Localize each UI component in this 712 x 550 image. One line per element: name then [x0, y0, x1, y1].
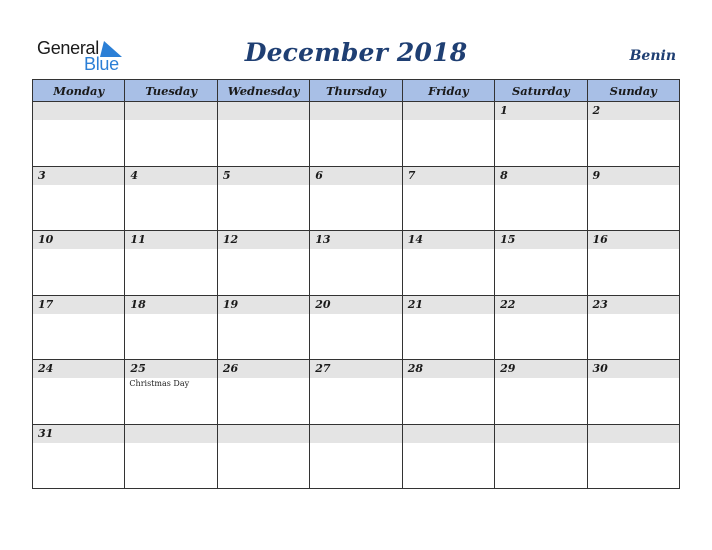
day-cell — [217, 231, 309, 296]
day-number: 12 — [222, 233, 239, 246]
day-cell — [33, 424, 125, 489]
week-row — [33, 231, 680, 296]
day-cell-header — [310, 167, 401, 185]
day-number: 7 — [407, 168, 416, 182]
day-cell — [125, 295, 217, 360]
day-cell-header — [125, 167, 216, 185]
day-cell-header — [310, 360, 401, 378]
week-row — [33, 166, 680, 231]
holiday-label: Christmas Day — [129, 379, 190, 388]
day-cell-header — [125, 102, 216, 120]
day-cell-header — [33, 167, 124, 185]
day-cell — [217, 166, 309, 231]
day-cell — [310, 102, 402, 167]
weekday-header: Wednesday — [217, 80, 309, 102]
day-cell-header — [588, 102, 679, 120]
day-cell — [125, 231, 217, 296]
day-number: 23 — [592, 297, 608, 311]
day-cell — [587, 295, 679, 360]
day-cell — [495, 166, 587, 231]
day-cell — [217, 102, 309, 167]
day-cell-header — [495, 102, 586, 120]
day-cell — [495, 360, 587, 425]
day-cell-header — [218, 231, 309, 249]
day-number: 31 — [38, 426, 54, 440]
day-cell-header — [125, 296, 216, 314]
day-cell — [402, 424, 494, 489]
day-number: 18 — [130, 297, 146, 311]
day-cell-header — [310, 102, 401, 120]
day-cell — [310, 360, 402, 425]
weekday-header: Tuesday — [125, 80, 217, 102]
day-cell — [587, 360, 679, 425]
day-number: 13 — [315, 233, 331, 246]
day-cell-header — [495, 167, 586, 185]
day-cell-header — [218, 425, 309, 443]
day-number: 30 — [592, 362, 608, 375]
week-row — [33, 424, 680, 489]
day-cell — [495, 295, 587, 360]
day-number: 19 — [222, 297, 239, 311]
day-cell-header — [218, 296, 309, 314]
day-cell-header — [310, 296, 401, 314]
day-cell — [495, 424, 587, 489]
day-cell — [587, 166, 679, 231]
day-cell — [495, 231, 587, 296]
day-cell — [402, 360, 494, 425]
day-cell — [495, 102, 587, 167]
day-number: 17 — [38, 297, 54, 311]
day-cell — [125, 102, 217, 167]
day-cell-header — [495, 296, 586, 314]
day-cell — [310, 166, 402, 231]
day-cell-header — [588, 360, 679, 378]
day-cell — [33, 102, 125, 167]
day-number: 22 — [500, 297, 516, 311]
day-cell — [33, 166, 125, 231]
day-cell — [217, 360, 309, 425]
day-cell-header — [125, 231, 216, 249]
calendar-title: December 2018 — [244, 38, 468, 67]
day-cell-header — [495, 360, 586, 378]
day-cell-header — [588, 167, 679, 185]
day-cell — [587, 424, 679, 489]
day-number: 14 — [407, 233, 423, 246]
logo-text-general: General — [37, 38, 99, 58]
week-row — [33, 360, 680, 425]
day-number: 1 — [500, 104, 508, 117]
day-cell-header — [33, 102, 124, 120]
day-cell — [217, 295, 309, 360]
day-number: 29 — [500, 362, 516, 375]
day-cell-header — [310, 231, 401, 249]
day-number: 20 — [315, 297, 331, 311]
day-number: 28 — [407, 362, 423, 375]
day-number: 16 — [592, 233, 608, 246]
day-cell-header — [33, 231, 124, 249]
day-cell-header — [33, 360, 124, 378]
day-number: 26 — [222, 362, 239, 375]
day-number: 27 — [315, 362, 331, 375]
day-number: 21 — [407, 297, 423, 311]
day-cell-header — [403, 102, 494, 120]
day-cell-header — [403, 360, 494, 378]
day-cell — [310, 295, 402, 360]
day-cell — [33, 295, 125, 360]
day-cell-header — [125, 360, 216, 378]
day-number: 25 — [130, 362, 146, 375]
week-row — [33, 295, 680, 360]
day-cell — [33, 360, 125, 425]
day-cell — [310, 424, 402, 489]
day-number: 10 — [38, 233, 54, 246]
day-number: 4 — [130, 168, 139, 182]
weekday-header-row — [33, 80, 680, 102]
day-cell-header — [588, 296, 679, 314]
day-number: 2 — [592, 104, 601, 117]
day-cell-header — [310, 425, 401, 443]
day-cell-header — [403, 425, 494, 443]
day-number: 6 — [315, 168, 323, 182]
weekday-header: Saturday — [495, 80, 587, 102]
weekday-header: Thursday — [310, 80, 402, 102]
day-cell — [125, 360, 217, 425]
country-label: Benin — [629, 48, 676, 64]
day-cell — [402, 295, 494, 360]
month-calendar — [32, 79, 680, 489]
day-cell — [587, 102, 679, 167]
day-cell-header — [588, 425, 679, 443]
day-cell — [402, 231, 494, 296]
day-cell-header — [218, 360, 309, 378]
week-row — [33, 102, 680, 167]
day-cell-header — [218, 167, 309, 185]
day-cell-header — [403, 296, 494, 314]
day-cell — [125, 166, 217, 231]
day-number: 11 — [130, 233, 146, 246]
day-number: 8 — [500, 168, 508, 182]
day-cell — [33, 231, 125, 296]
day-number: 15 — [500, 233, 516, 246]
weekday-header: Sunday — [587, 80, 679, 102]
logo-text-blue: Blue — [84, 54, 119, 74]
day-number: 3 — [38, 168, 46, 182]
day-cell-header — [33, 296, 124, 314]
day-cell-header — [403, 231, 494, 249]
day-cell-header — [495, 425, 586, 443]
day-cell-header — [403, 167, 494, 185]
day-cell — [217, 424, 309, 489]
day-cell — [310, 231, 402, 296]
day-cell — [402, 102, 494, 167]
day-cell-header — [33, 425, 124, 443]
day-cell — [402, 166, 494, 231]
day-cell-header — [588, 231, 679, 249]
day-number: 9 — [592, 168, 601, 182]
day-cell — [125, 424, 217, 489]
day-cell — [587, 231, 679, 296]
weekday-header: Friday — [402, 80, 494, 102]
day-number: 5 — [222, 168, 231, 182]
day-cell-header — [218, 102, 309, 120]
day-number: 24 — [38, 362, 54, 375]
day-cell-header — [495, 231, 586, 249]
day-cell-header — [125, 425, 216, 443]
weekday-header: Monday — [33, 80, 125, 102]
